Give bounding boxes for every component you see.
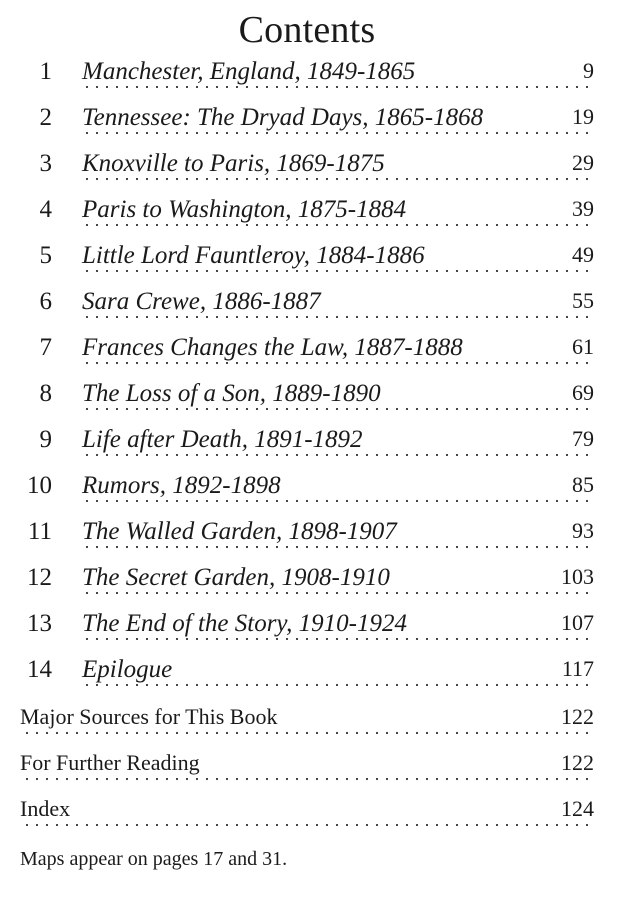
toc-entry[interactable] (0, 380, 622, 420)
toc-entry[interactable] (0, 426, 622, 466)
page-number: 61 (568, 334, 594, 360)
chapter-number: 5 (39, 242, 52, 269)
back-matter-title: Major Sources for This Book (20, 704, 283, 730)
toc-entry[interactable] (0, 242, 622, 282)
toc-back-entry[interactable] (0, 704, 622, 744)
page-number: 124 (557, 796, 594, 822)
back-matter-title: For Further Reading (20, 750, 206, 776)
toc-entry[interactable] (0, 104, 622, 144)
page-number: 122 (557, 704, 594, 730)
page-number: 29 (568, 150, 594, 176)
chapter-title: The Walled Garden, 1898-1907 (82, 518, 403, 546)
chapter-number: 4 (39, 196, 52, 223)
chapter-title: Tennessee: The Dryad Days, 1865-1868 (82, 104, 489, 132)
chapter-number: 8 (39, 380, 52, 407)
toc-entry[interactable] (0, 334, 622, 374)
chapter-number: 13 (27, 610, 52, 637)
toc-entry[interactable] (0, 196, 622, 236)
page-number: 69 (568, 380, 594, 406)
chapter-number: 3 (39, 150, 52, 177)
page-number: 103 (557, 564, 594, 590)
page-number: 49 (568, 242, 594, 268)
page-title: Contents (238, 9, 376, 51)
toc-entry[interactable] (0, 564, 622, 604)
chapter-title: The End of the Story, 1910-1924 (82, 610, 413, 638)
toc-entry[interactable] (0, 518, 622, 558)
dot-leader (20, 823, 592, 827)
chapter-number: 9 (39, 426, 52, 453)
chapter-number: 6 (39, 288, 52, 315)
chapter-title: Little Lord Fauntleroy, 1884-1886 (82, 242, 431, 270)
chapter-title: Manchester, England, 1849-1865 (82, 58, 421, 86)
page-number: 9 (579, 58, 594, 84)
page-number: 107 (557, 610, 594, 636)
chapter-title: Rumors, 1892-1898 (82, 472, 287, 500)
chapter-title: Frances Changes the Law, 1887-1888 (82, 334, 469, 362)
chapter-number: 14 (27, 656, 52, 683)
chapter-number: 12 (27, 564, 52, 591)
toc-entry[interactable] (0, 472, 622, 512)
back-matter-title: Index (20, 796, 76, 822)
toc-back-entry[interactable] (0, 796, 622, 836)
page-number: 39 (568, 196, 594, 222)
toc-back-entry[interactable] (0, 750, 622, 790)
chapter-title: Sara Crewe, 1886-1887 (82, 288, 327, 316)
page-number: 19 (568, 104, 594, 130)
page-number: 85 (568, 472, 594, 498)
chapter-title: Paris to Washington, 1875-1884 (82, 196, 412, 224)
dot-leader (20, 777, 592, 781)
chapter-number: 10 (27, 472, 52, 499)
page-number: 122 (557, 750, 594, 776)
maps-note: Maps appear on pages 17 and 31. (20, 848, 288, 870)
page-number: 117 (558, 656, 594, 682)
toc-entry[interactable] (0, 288, 622, 328)
chapter-title: The Loss of a Son, 1889-1890 (82, 380, 387, 408)
toc-entry[interactable] (0, 610, 622, 650)
page-number: 93 (568, 518, 594, 544)
page-number: 55 (568, 288, 594, 314)
toc-entry[interactable] (0, 58, 622, 98)
chapter-number: 7 (39, 334, 52, 361)
chapter-title: Knoxville to Paris, 1869-1875 (82, 150, 391, 178)
chapter-number: 1 (39, 58, 52, 85)
toc-entry[interactable] (0, 656, 622, 696)
toc-entry[interactable] (0, 150, 622, 190)
chapter-number: 11 (27, 518, 52, 545)
chapter-title: Life after Death, 1891-1892 (82, 426, 369, 454)
chapter-title: Epilogue (82, 656, 178, 684)
page-number: 79 (568, 426, 594, 452)
dot-leader (20, 731, 592, 735)
chapter-title: The Secret Garden, 1908-1910 (82, 564, 396, 592)
chapter-number: 2 (39, 104, 52, 131)
